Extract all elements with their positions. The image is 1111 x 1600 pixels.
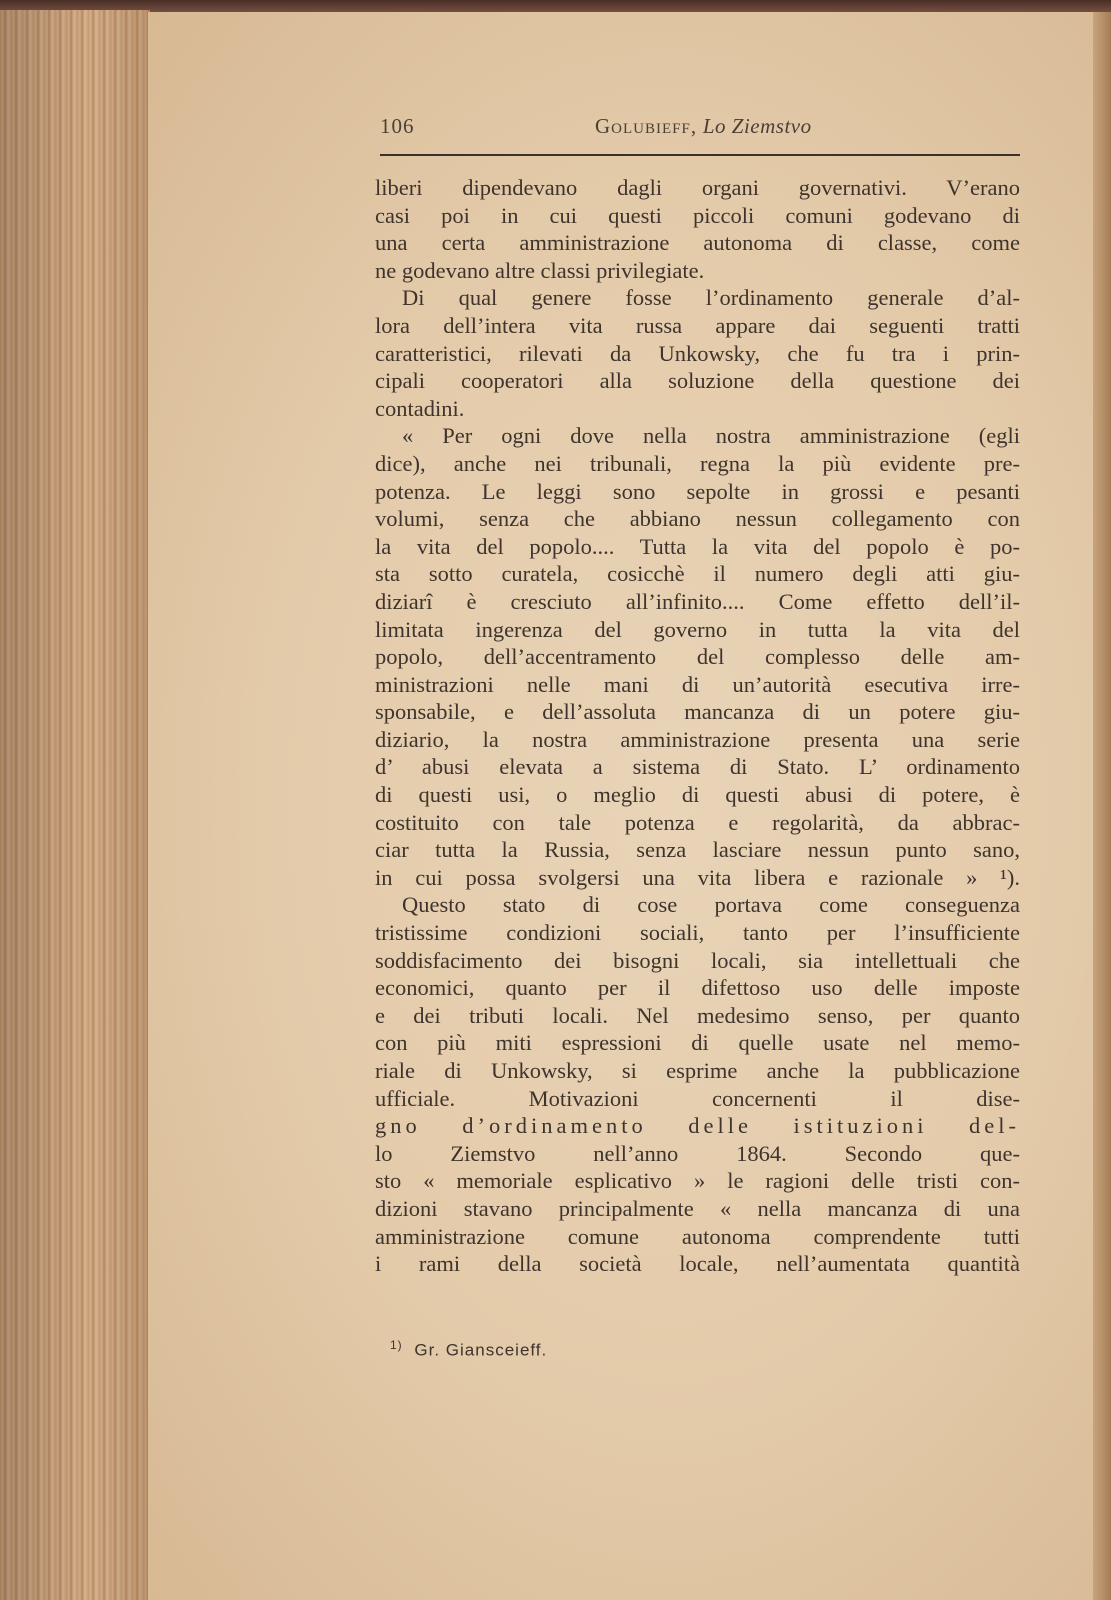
text-line: limitata ingerenza del governo in tutta la vita del (375, 616, 1020, 642)
text-line: popolo, dell’accentramento del complesso delle am- (375, 644, 1020, 670)
text-line: tristissime condizioni sociali, tanto per l’insufficiente (375, 920, 1020, 946)
text-line: sponsabile, e dell’assoluta mancanza di un potere giu- (375, 699, 1020, 725)
text-line: ufficiale. Motivazioni concernenti il dise- (375, 1085, 1020, 1111)
text-line: cipali cooperatori alla soluzione della questione dei (375, 368, 1020, 394)
footnote (390, 1338, 890, 1361)
text-line: d’ abusi elevata a sistema di Stato. L’ ordinamento (375, 754, 1020, 780)
text-line: in cui possa svolgersi una vita libera e razionale » ¹). (375, 864, 1020, 890)
footnote-text: Gr. Giansceieff. (414, 1340, 548, 1360)
text-line: caratteristici, rilevati da Unkowsky, che fu tra i prin- (375, 340, 1020, 366)
spaced-title-line: gno d’ordinamento delle istituzioni del- (375, 1113, 1020, 1139)
text-line: una certa amministrazione autonoma di classe, come (375, 230, 1020, 256)
text-line: sto « memoriale esplicativo » le ragioni delle tristi con- (375, 1168, 1020, 1194)
text-line: con più miti espressioni di quelle usate nel memo- (375, 1030, 1020, 1056)
text-line: riale di Unkowsky, si esprime anche la pubblicazione (375, 1058, 1020, 1083)
footnote-marker: 1) (390, 1338, 403, 1352)
text-line: ciar tutta la Russia, senza lasciare nessun punto sano, (375, 837, 1020, 863)
text-line: contadini. (375, 395, 465, 421)
text-line: lo Ziemstvo nell’anno 1864. Secondo que- (375, 1140, 1020, 1166)
text-line: dice), anche nei tribunali, regna la più evidente pre- (375, 450, 1020, 476)
text-line: sta sotto curatela, cosicchè il numero degli atti giu- (375, 561, 1020, 587)
text-line: economici, quanto per il difettoso uso delle imposte (375, 975, 1020, 1001)
running-title (595, 114, 812, 139)
text-line: la vita del popolo.... Tutta la vita del popolo è po- (375, 533, 1020, 559)
text-line: e dei tributi locali. Nel medesimo senso, per quanto (375, 1002, 1020, 1028)
paragraph-start-line: Di qual genere fosse l’ordinamento generale d’al- (402, 285, 1020, 311)
text-line: costituito con tale potenza e regolarità, da abbrac- (375, 809, 1020, 835)
paragraph-start-line: « Per ogni dove nella nostra amministrazione (egli (402, 423, 1020, 449)
text-line: liberi dipendevano dagli organi governativi. V’erano (375, 175, 1020, 200)
text-line: volumi, senza che abbiano nessun collegamento con (375, 506, 1020, 532)
text-line: lora dell’intera vita russa appare dai seguenti tratti (375, 312, 1020, 338)
text-line: potenza. Le leggi sono sepolte in grossi e pesanti (375, 478, 1020, 504)
page-number: 106 (380, 114, 415, 138)
text-line: ministrazioni nelle mani di un’autorità esecutiva irre- (375, 671, 1020, 697)
text-line: di questi usi, o meglio di questi abusi di potere, è (375, 782, 1020, 808)
running-head (380, 114, 1020, 142)
page-right-edge (1093, 12, 1111, 1600)
body-text (375, 174, 1020, 1278)
header-rule (380, 154, 1020, 156)
text-line: amministrazione comune autonoma comprendente tutti (375, 1223, 1020, 1249)
running-title-work: Lo Ziemstvo (702, 114, 812, 138)
stacked-page-edges (0, 10, 150, 1600)
text-line: i rami della società locale, nell’aumentata quantità (375, 1251, 1020, 1277)
paragraph-start-line: Questo stato di cose portava come conseguenza (402, 892, 1020, 918)
text-line: ne godevano altre classi privilegiate. (375, 257, 705, 283)
text-line: diziario, la nostra amministrazione presenta una serie (375, 726, 1020, 752)
text-line: soddisfacimento dei bisogni locali, sia intellettuali che (375, 947, 1020, 973)
text-line: dizioni stavano principalmente « nella mancanza di una (375, 1195, 1020, 1221)
text-line: diziarî è cresciuto all’infinito.... Come effetto dell’il- (375, 588, 1020, 614)
text-line: casi poi in cui questi piccoli comuni godevano di (375, 202, 1020, 228)
running-title-author: Golubieff, (595, 114, 698, 138)
